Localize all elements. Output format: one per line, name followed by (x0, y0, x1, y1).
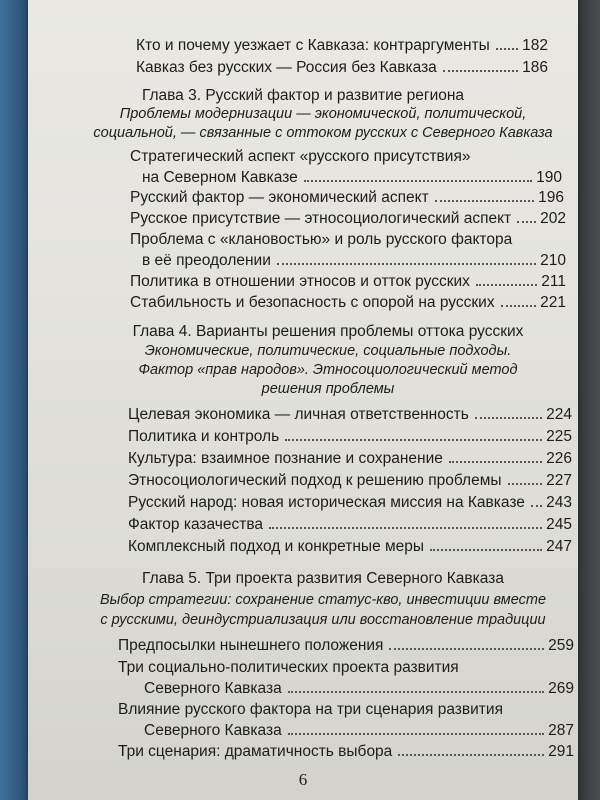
toc-page-number: 210 (540, 252, 566, 269)
chapter-4-title: Глава 4. Варианты решения проблемы оттока русских (132, 323, 524, 340)
book-page (28, 0, 578, 800)
dot-leader (496, 48, 518, 50)
toc-entry-label: Русский народ: новая историческая миссия на Кавказе (128, 494, 525, 511)
dot-leader (475, 417, 542, 419)
toc-entry-label: Кто и почему уезжает с Кавказа: контраргументы (136, 37, 490, 54)
chapter-5-title: Глава 5. Три проекта развития Северного Кавказа (142, 570, 504, 587)
chapter-4-subtitle: решения проблемы (261, 381, 395, 397)
toc-entry-label: Русский фактор — экономический аспект (130, 189, 429, 206)
toc-page-number: 182 (522, 37, 548, 54)
dot-leader (449, 461, 542, 463)
dot-leader (277, 263, 536, 265)
toc-page-number: 227 (546, 472, 572, 489)
toc-entry-label: Северного Кавказа (144, 680, 282, 697)
toc-entry-label: Целевая экономика — личная ответственность (128, 406, 469, 423)
toc-entry (142, 251, 566, 271)
toc-entry (128, 427, 572, 447)
dot-leader (531, 505, 542, 507)
toc-entry (136, 58, 548, 78)
toc-page-number: 259 (548, 637, 574, 654)
toc-entry (142, 168, 562, 188)
toc-page-number: 202 (540, 210, 566, 227)
dot-leader (501, 305, 537, 307)
toc-entry (118, 742, 574, 762)
toc-page-number: 211 (541, 273, 566, 290)
toc-page-number: 245 (546, 516, 572, 533)
toc-entry-label: Культура: взаимное познание и сохранение (128, 450, 443, 467)
toc-entry-label: Предпосылки нынешнего положения (118, 637, 384, 654)
page-number-folio: 6 (298, 770, 308, 789)
toc-page-number: 226 (546, 450, 572, 467)
toc-page-number: 186 (522, 59, 548, 76)
toc-page-number: 291 (548, 743, 574, 760)
toc-entry (144, 721, 574, 741)
toc-entry-label: Кавказ без русских — Россия без Кавказа (136, 59, 437, 76)
dot-leader (285, 439, 542, 441)
chapter-3-subtitle: Проблемы модернизации — экономической, политической, (119, 106, 527, 122)
dot-leader (435, 200, 534, 202)
toc-entry-label: в её преодолении (142, 252, 271, 269)
toc-entry (128, 493, 572, 513)
toc-page-number: 224 (546, 406, 572, 423)
toc-entry-label: Политика в отношении этносов и отток русских (130, 273, 470, 290)
toc-entry (128, 449, 572, 469)
toc-entry (118, 636, 574, 656)
toc-page-number: 190 (536, 169, 562, 186)
toc-entry-label: Северного Кавказа (144, 722, 282, 739)
dot-leader (476, 284, 537, 286)
toc-entry (128, 537, 572, 557)
dot-leader (430, 549, 542, 551)
toc-entry (130, 209, 566, 229)
chapter-5-subtitle: с русскими, деиндустриализация или восстановление традиции (100, 612, 546, 628)
dot-leader (269, 527, 542, 529)
toc-page-number: 247 (546, 538, 572, 555)
dot-leader (398, 754, 544, 756)
toc-entry (136, 36, 548, 56)
toc-entry-label: Проблема с «клановостью» и роль русского фактора (130, 231, 513, 248)
toc-page-number: 225 (546, 428, 572, 445)
dot-leader (288, 691, 544, 693)
toc-page-number: 221 (540, 294, 566, 311)
toc-entry-label: Комплексный подход и конкретные меры (128, 538, 425, 555)
dot-leader (517, 221, 536, 223)
dot-leader (288, 733, 544, 735)
toc-entry (144, 679, 574, 699)
toc-entry (130, 188, 564, 208)
toc-entry (128, 405, 572, 425)
toc-page-number: 287 (548, 722, 574, 739)
toc-entry-label: Политика и контроль (128, 428, 280, 445)
toc-page-number: 269 (548, 680, 574, 697)
toc-entry-label: Три социально-политических проекта развития (118, 659, 459, 676)
toc-entry-label: Стабильность и безопасность с опорой на русских (130, 294, 495, 311)
toc-entry-label: Русское присутствие — этносоциологический аспект (130, 210, 512, 227)
chapter-3-subtitle: социальной, — связанные с оттоком русских с Северного Кавказа (93, 125, 553, 141)
dot-leader (304, 180, 532, 182)
toc-entry-label: на Северном Кавказе (142, 169, 298, 186)
toc-page-number: 243 (546, 494, 572, 511)
toc-entry-label: Стратегический аспект «русского присутствия» (130, 148, 471, 165)
toc-entry-label: Три сценария: драматичность выбора (118, 743, 393, 760)
chapter-4-subtitle: Экономические, политические, социальные подходы. (144, 343, 512, 359)
toc-page-number: 196 (538, 189, 564, 206)
toc-entry (128, 515, 572, 535)
dot-leader (443, 70, 518, 72)
dot-leader (508, 483, 543, 485)
toc-entry (128, 471, 572, 491)
dot-leader (389, 648, 544, 650)
toc-entry (130, 272, 566, 292)
chapter-3-title: Глава 3. Русский фактор и развитие региона (141, 87, 465, 104)
chapter-5-subtitle: Выбор стратегии: сохранение статус-кво, инвестиции вместе (99, 592, 547, 608)
chapter-4-subtitle: Фактор «прав народов». Этносоциологический метод (138, 362, 518, 378)
toc-entry-label: Влияние русского фактора на три сценария развития (118, 701, 503, 718)
toc-entry-label: Этносоциологический подход к решению проблемы (128, 472, 502, 489)
toc-entry (130, 293, 566, 313)
toc-entry-label: Фактор казачества (128, 516, 264, 533)
